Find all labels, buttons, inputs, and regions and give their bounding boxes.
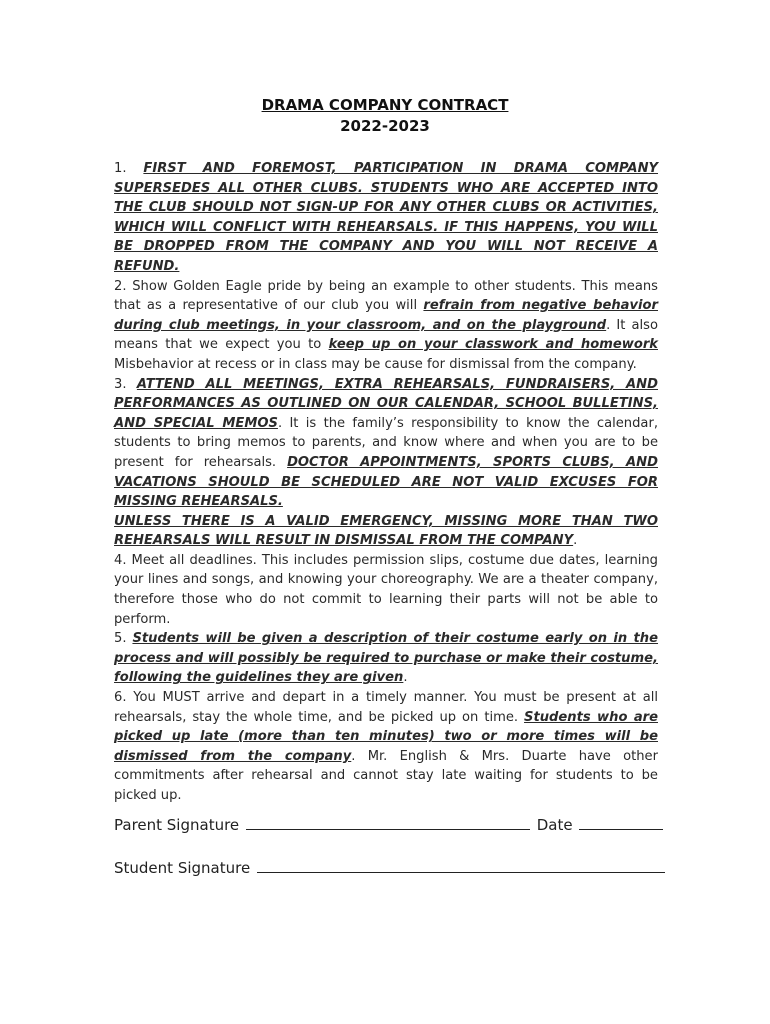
rule-emphasis: Students who are picked up late (more than ten minutes) two or more times will be dismissed from the company — [114, 709, 658, 764]
rule-emphasis: UNLESS THERE IS A VALID EMERGENCY, MISSING MORE THAN TWO REHEARSALS WILL RESULT IN DISMISSAL FROM THE COMPANY — [114, 513, 658, 549]
date-label: Date — [536, 816, 573, 834]
student-signature-row — [114, 857, 667, 877]
rule-1 — [114, 159, 658, 277]
student-signature-line[interactable] — [257, 857, 665, 873]
student-signature-label: Student Signature — [114, 859, 251, 877]
rule-emphasis: FIRST AND FOREMOST, PARTICIPATION IN DRAMA COMPANY SUPERSEDES ALL OTHER CLUBS. STUDENTS WHO ARE ACCEPTED INTO THE CLUB SHOULD NOT SIGN-UP FOR ANY OTHER CLUBS OR ACTIVITIES, WHICH WILL CONFLICT WITH REHEARSALS. IF THIS HAPPENS, YOU WILL BE DROPPED FROM THE COMPANY AND YOU WILL NOT RECEIVE A REFUND. — [114, 161, 659, 274]
rule-6 — [114, 688, 658, 806]
contract-rules — [114, 159, 658, 806]
date-line[interactable] — [579, 814, 663, 830]
rule-3 — [114, 375, 658, 512]
rule-segment: 3. — [114, 376, 137, 392]
rule-segment: . — [573, 533, 578, 549]
rule-3-warning — [114, 512, 658, 551]
rule-segment: 6. You MUST arrive and depart in a timely manner. You must be present at all rehearsals, stay the whole time, and be picked up on time. — [114, 690, 658, 725]
rule-segment: . — [403, 670, 408, 686]
rule-4 — [114, 551, 658, 629]
rule-2 — [114, 277, 658, 375]
rule-emphasis: keep up on your classwork and homework — [328, 337, 658, 353]
rule-5 — [114, 629, 658, 688]
rule-segment: 4. Meet all deadlines. This includes permission slips, costume due dates, learning your lines and songs, and knowing your choreography. We are a theater company, therefore those who do not commit to learning their parts will not be able to perform. — [114, 552, 658, 627]
rule-segment: 2. Show Golden Eagle pride by being an example to other students. This means that as a representative of our club you will — [114, 278, 658, 314]
school-year: 2022-2023 — [340, 117, 430, 135]
rule-emphasis: DOCTOR APPOINTMENTS, SPORTS CLUBS, AND VACATIONS SHOULD BE SCHEDULED ARE NOT VALID EXCUSES FOR MISSING REHEARSALS. — [114, 454, 658, 510]
rule-segment: . It also means that we expect you to — [114, 317, 658, 353]
rule-segment: . It is the family’s responsibility to know the calendar, students to bring memos to parents, and know where and when you are to be present for rehearsals. — [114, 415, 658, 470]
rule-segment: Misbehavior at recess or in class may be cause for dismissal from the company. — [114, 356, 637, 372]
parent-signature-line[interactable] — [246, 814, 530, 830]
document-title: DRAMA COMPANY CONTRACT — [261, 96, 509, 114]
rule-emphasis: refrain from negative behavior during club meetings, in your classroom, and on the playground — [114, 298, 658, 333]
rule-segment: . Mr. English & Mrs. Duarte have other commitments after rehearsal and cannot stay late waiting for students to be picked up. — [114, 748, 658, 803]
parent-signature-label: Parent Signature — [114, 816, 240, 834]
rule-emphasis: ATTEND ALL MEETINGS, EXTRA REHEARSALS, FUNDRAISERS, AND PERFORMANCES AS OUTLINED ON OUR CALENDAR, SCHOOL BULLETINS, AND SPECIAL MEMOS — [114, 376, 659, 431]
rule-segment: 1. — [114, 161, 144, 176]
rule-segment: 5. — [114, 631, 133, 647]
parent-signature-row — [114, 814, 665, 834]
rule-emphasis: Students will be given a description of their costume early on in the process and will possibly be required to purchase or make their costume, following the guidelines they are given — [114, 631, 659, 686]
